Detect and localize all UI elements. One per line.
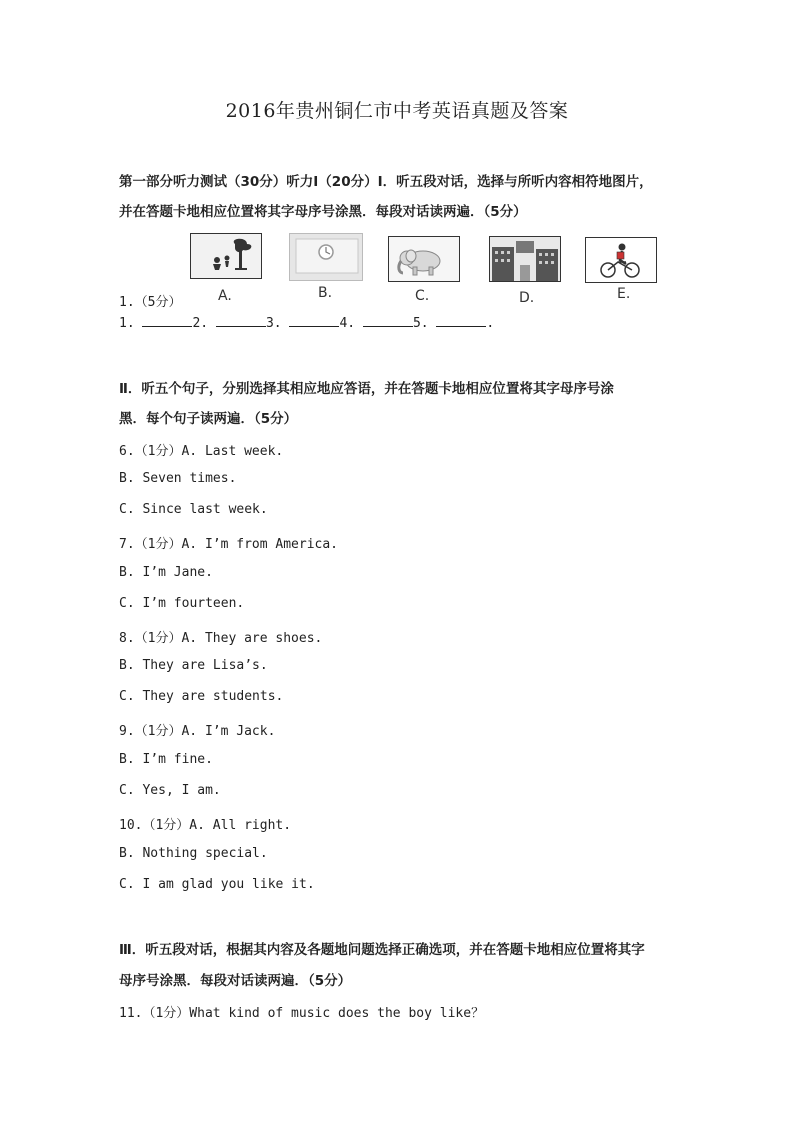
picture-d (489, 236, 561, 282)
option-line: B. They are Lisa’s. (119, 658, 268, 673)
answer-blank-4[interactable] (363, 316, 413, 327)
answer-blank-5[interactable] (436, 316, 486, 327)
picture-c (388, 236, 460, 282)
option-line: 7.（1分）A. I’m from America. (119, 537, 339, 552)
answer-prefix-2: 2. (192, 316, 216, 331)
part3-heading-line1: Ⅲ．听五段对话，根据其内容及各题地问题选择正确选项，并在答题卡地相应位置将其字 (119, 942, 645, 958)
option-line: B. Seven times. (119, 471, 237, 486)
question-11: 11.（1分）What kind of music does the boy like？ (119, 1006, 485, 1021)
option-line: B. I’m fine. (119, 752, 213, 767)
clock-icon (290, 234, 362, 280)
tree-rabbit-icon (191, 234, 261, 278)
option-line: C. I’m fourteen. (119, 596, 245, 611)
picture-label-d: D. (519, 290, 535, 306)
answer-blanks-row (119, 316, 494, 331)
option-line: C. I am glad you like it. (119, 877, 315, 892)
page-title: 2016年贵州铜仁市中考英语真题及答案 (225, 100, 569, 122)
answer-prefix-4: 4. (339, 316, 363, 331)
option-line: 6.（1分）A. Last week. (119, 444, 284, 459)
option-line: 9.（1分）A. I’m Jack. (119, 724, 276, 739)
question-1-label: 1.（5分） (119, 295, 182, 310)
elephant-icon (389, 237, 459, 281)
answer-end: . (486, 316, 495, 331)
picture-label-a: A. (218, 288, 232, 304)
part1-heading-line2: 并在答题卡地相应位置将其字母序号涂黑．每段对话读两遍．（5分） (119, 204, 527, 220)
part2-heading-line1: Ⅱ．听五个句子，分别选择其相应地应答语，并在答题卡地相应位置将其字母序号涂 (119, 381, 614, 397)
option-line: B. I’m Jane. (119, 565, 213, 580)
answer-blank-1[interactable] (142, 316, 192, 327)
part1-heading-line1: 第一部分听力测试（30分）听力Ⅰ（20分）Ⅰ．听五段对话，选择与所听内容相符地图片， (119, 174, 653, 190)
picture-b (289, 233, 363, 281)
buildings-icon (490, 237, 560, 281)
picture-label-c: C. (415, 288, 430, 304)
option-line: B. Nothing special. (119, 846, 268, 861)
answer-prefix-3: 3. (265, 316, 290, 331)
part2-heading-line2: 黑．每个句子读两遍．（5分） (119, 411, 298, 427)
picture-e (585, 237, 657, 283)
option-line: C. Since last week. (119, 502, 268, 517)
picture-label-b: B. (318, 285, 333, 301)
part3-heading-line2: 母序号涂黑．每段对话读两遍．（5分） (119, 973, 352, 989)
cyclist-icon (586, 238, 656, 282)
picture-a (190, 233, 262, 279)
option-line: C. They are students. (119, 689, 284, 704)
option-line: 8.（1分）A. They are shoes. (119, 631, 323, 646)
picture-label-e: E. (617, 286, 631, 302)
answer-prefix-1: 1. (119, 316, 143, 331)
answer-blank-2[interactable] (216, 316, 266, 327)
answer-blank-3[interactable] (289, 316, 339, 327)
answer-prefix-5: 5. (412, 316, 437, 331)
option-line: C. Yes, I am. (119, 783, 221, 798)
option-line: 10.（1分）A. All right. (119, 818, 292, 833)
